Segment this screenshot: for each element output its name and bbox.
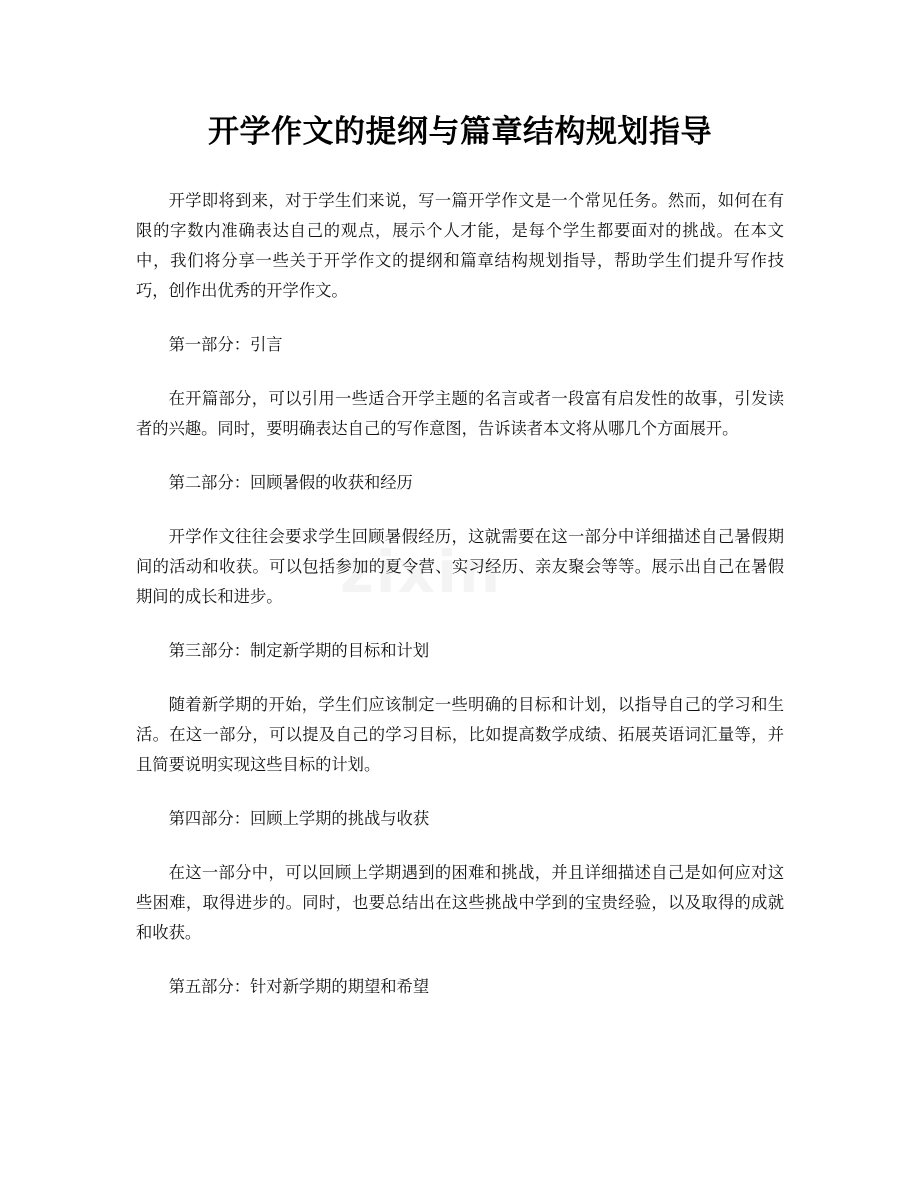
section-heading-1: 第一部分：引言 — [168, 335, 283, 354]
section-body-4: 在这一部分中，可以回顾上学期遇到的困难和挑战，并且详细描述自己是如何应对这些困难，取得进步的。同时，也要总结出在这些挑战中学到的宝贵经验，以及取得的成就和收获。 — [136, 863, 784, 942]
section-heading-3: 第三部分：制定新学期的目标和计划 — [168, 641, 430, 660]
intro-paragraph: 开学即将到来，对于学生们来说，写一篇开学作文是一个常见任务。然而，如何在有限的字数内准确表达自己的观点，展示个人才能，是每个学生都要面对的挑战。在本文中，我们将分享一些关于开学作文的提纲和篇章结构规划指导，帮助学生们提升写作技巧，创作出优秀的开学作文。 — [136, 191, 784, 300]
section-body-2: 开学作文往往会要求学生回顾暑假经历，这就需要在这一部分中详细描述自己暑假期间的活动和收获。可以包括参加的夏令营、实习经历、亲友聚会等等。展示出自己在暑假期间的成长和进步。 — [136, 527, 784, 606]
document-body — [136, 186, 784, 1002]
section-body-3: 随着新学期的开始，学生们应该制定一些明确的目标和计划，以指导自己的学习和生活。在这一部分，可以提及自己的学习目标，比如提高数学成绩、拓展英语词汇量等，并且简要说明实现这些目标的计划。 — [136, 695, 784, 774]
section-heading-5: 第五部分：针对新学期的期望和希望 — [168, 977, 430, 996]
section-heading-2: 第二部分：回顾暑假的收获和经历 — [168, 473, 413, 492]
page-title: 开学作文的提纲与篇章结构规划指导 — [208, 114, 712, 150]
section-heading-4: 第四部分：回顾上学期的挑战与收获 — [168, 809, 430, 828]
section-body-1: 在开篇部分，可以引用一些适合开学主题的名言或者一段富有启发性的故事，引发读者的兴趣。同时，要明确表达自己的写作意图，告诉读者本文将从哪几个方面展开。 — [136, 389, 784, 438]
